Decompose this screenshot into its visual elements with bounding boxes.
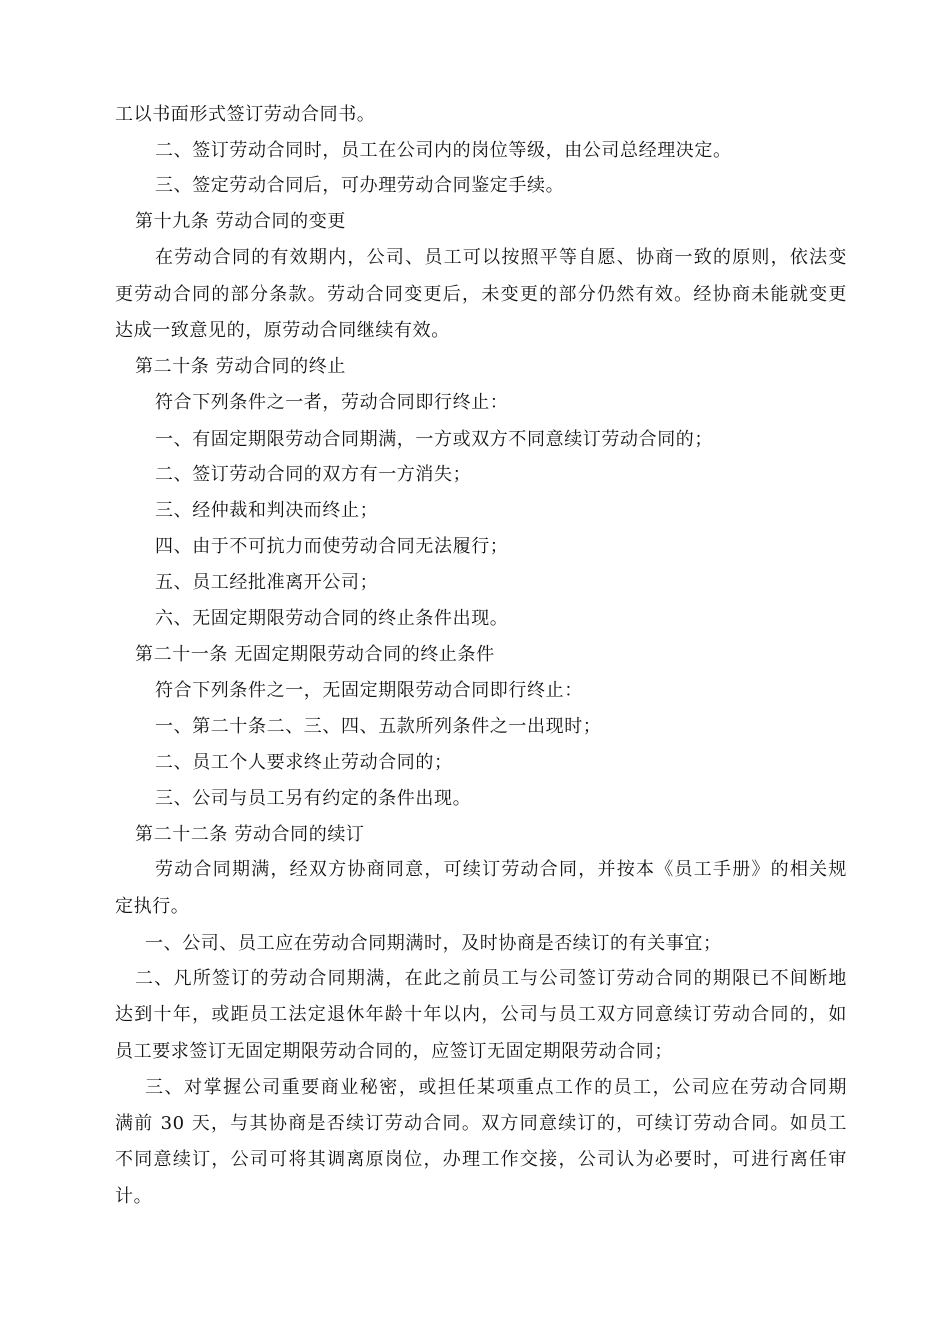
text-line: 二、签订劳动合同时，员工在公司内的岗位等级，由公司总经理决定。	[155, 140, 732, 161]
text-line: 在劳动合同的有效期内，公司、员工可以按照平等自愿、协商一致的原则，依法变	[155, 247, 847, 268]
text-line: 计。	[115, 1186, 153, 1207]
section-heading: 第二十二条 劳动合同的续订	[135, 824, 365, 845]
text-line: 五、员工经批准离开公司；	[155, 572, 379, 593]
text-line: 一、有固定期限劳动合同期满，一方或双方不同意续订劳动合同的；	[155, 429, 713, 450]
text-line: 三、经仲裁和判决而终止；	[155, 500, 379, 521]
text-line: 符合下列条件之一者，劳动合同即行终止：	[155, 392, 509, 413]
text-line: 四、由于不可抗力而使劳动合同无法履行；	[155, 536, 509, 557]
text-line: 劳动合同期满，经双方协商同意，可续订劳动合同，并按本《员工手册》的相关规	[155, 859, 847, 880]
text-line: 二、员工个人要求终止劳动合同的；	[155, 752, 453, 773]
text-line: 一、第二十条二、三、四、五款所列条件之一出现时；	[155, 716, 602, 737]
section-heading: 第二十一条 无固定期限劳动合同的终止条件	[135, 644, 495, 665]
text-line: 符合下列条件之一，无固定期限劳动合同即行终止：	[155, 680, 583, 701]
text-line: 达到十年，或距员工法定退休年龄十年以内，公司与员工双方同意续订劳动合同的，如	[115, 1004, 847, 1025]
text-line: 三、对掌握公司重要商业秘密，或担任某项重点工作的员工，公司应在劳动合同期	[145, 1077, 847, 1098]
text-line: 三、公司与员工另有约定的条件出现。	[155, 788, 472, 809]
section-heading: 第十九条 劳动合同的变更	[135, 211, 346, 232]
text-line: 更劳动合同的部分条款。劳动合同变更后，未变更的部分仍然有效。经协商未能就变更	[115, 284, 847, 305]
text-line: 一、公司、员工应在劳动合同期满时，及时协商是否续订的有关事宜；	[145, 933, 722, 954]
text-line: 二、签订劳动合同的双方有一方消失；	[155, 464, 472, 485]
text-line: 满前 30 天，与其协商是否续订劳动合同。双方同意续订的，可续订劳动合同。如员工	[115, 1113, 847, 1134]
text-line: 员工要求签订无固定期限劳动合同的，应签订无固定期限劳动合同；	[115, 1041, 673, 1062]
text-line: 不同意续订，公司可将其调离原岗位，办理工作交接，公司认为必要时，可进行离任审	[115, 1149, 847, 1170]
text-line: 达成一致意见的，原劳动合同继续有效。	[115, 320, 450, 341]
text-line: 六、无固定期限劳动合同的终止条件出现。	[155, 608, 509, 629]
section-heading: 第二十条 劳动合同的终止	[135, 356, 346, 377]
text-line: 二、凡所签订的劳动合同期满，在此之前员工与公司签订劳动合同的期限已不间断地	[135, 968, 847, 989]
text-line: 定执行。	[115, 896, 190, 917]
text-line: 三、签定劳动合同后，可办理劳动合同鉴定手续。	[155, 175, 565, 196]
text-line: 工以书面形式签订劳动合同书。	[115, 104, 376, 125]
